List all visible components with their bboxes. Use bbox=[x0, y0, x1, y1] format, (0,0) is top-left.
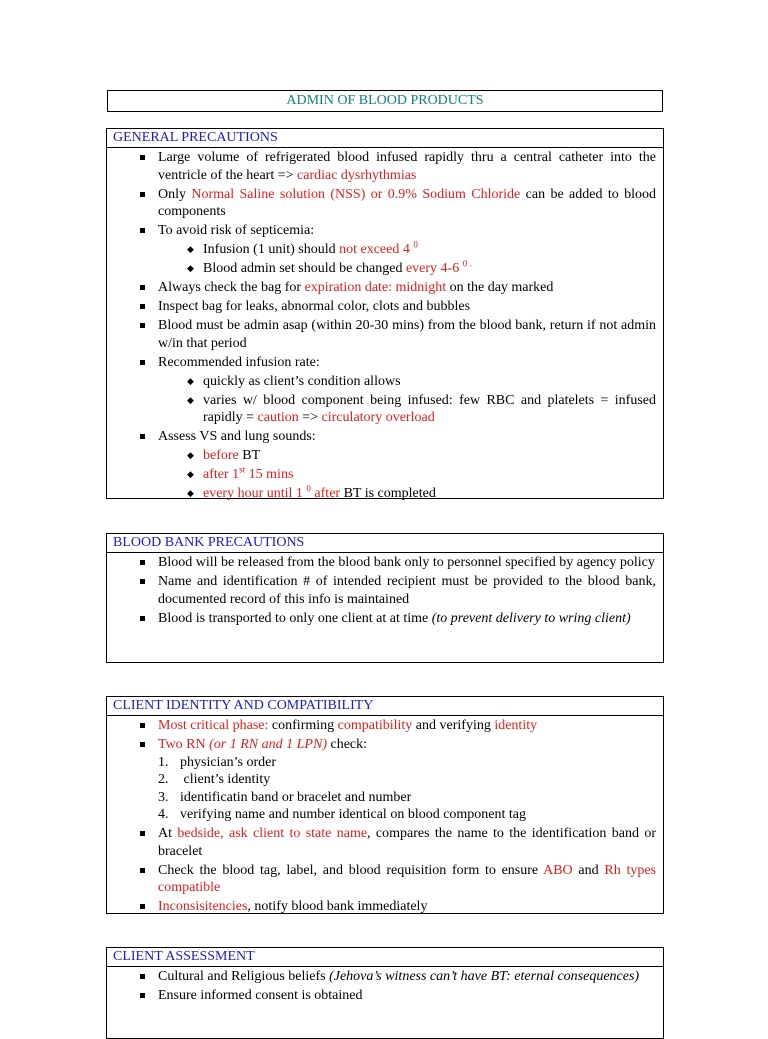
list-item: Check the blood tag, label, and blood requisition form to ensure ABO and Rh types compatible bbox=[107, 862, 656, 897]
list-item: Cultural and Religious beliefs (Jehova’s witness can’t have BT: eternal consequences) bbox=[107, 968, 656, 986]
diamond-bullet-icon: ◆ bbox=[187, 244, 194, 254]
sub-list-item: ◆ every hour until 1 $^0$ after BT is completed bbox=[187, 483, 436, 501]
client-identity-section bbox=[106, 696, 664, 914]
list-item: Only Normal Saline solution (NSS) or 0.9% Sodium Chloride can be added to blood components bbox=[107, 186, 656, 221]
square-bullet-icon bbox=[140, 360, 145, 365]
list-item: Two RN (or 1 RN and 1 LPN) check: bbox=[107, 736, 656, 754]
sub-list-item: ◆ after 1st 15 mins bbox=[187, 464, 294, 482]
list-item: Assess VS and lung sounds: bbox=[107, 428, 656, 446]
list-item: Large volume of refrigerated blood infused rapidly thru a central catheter into the ventricle of the heart => cardiac dysrhythmias bbox=[107, 149, 656, 184]
list-item: At bedside, ask client to state name, compares the name to the identification band or bracelet bbox=[107, 825, 656, 860]
square-bullet-icon bbox=[140, 192, 145, 197]
list-item: Recommended infusion rate: bbox=[107, 354, 656, 372]
document-title: ADMIN OF BLOOD PRODUCTS bbox=[107, 90, 663, 112]
square-bullet-icon bbox=[140, 579, 145, 584]
square-bullet-icon bbox=[140, 974, 145, 979]
square-bullet-icon bbox=[140, 904, 145, 909]
square-bullet-icon bbox=[140, 304, 145, 309]
square-bullet-icon bbox=[140, 323, 145, 328]
client-assessment-section bbox=[106, 947, 664, 1039]
list-item: Inconsisitencies, notify blood bank immediately bbox=[107, 898, 656, 916]
sub-list-item: ◆ quickly as client’s condition allows bbox=[187, 373, 401, 389]
square-bullet-icon bbox=[140, 868, 145, 873]
diamond-bullet-icon: ◆ bbox=[187, 394, 194, 405]
section-heading: GENERAL PRECAUTIONS bbox=[107, 129, 663, 148]
numbered-item: 4. verifying name and number identical on blood component tag bbox=[158, 807, 527, 822]
square-bullet-icon bbox=[140, 993, 145, 998]
section-heading: CLIENT ASSESSMENT bbox=[107, 948, 663, 967]
sub-list-item: ◆ Infusion (1 unit) should not exceed 4 $^0$ bbox=[187, 239, 418, 257]
list-item: Always check the bag for expiration date: midnight on the day marked bbox=[107, 279, 656, 297]
sub-list-item: ◆ varies w/ blood component being infused: few RBC and platelets = infused rapidly = caution => circulatory overload bbox=[187, 392, 656, 425]
section-heading: BLOOD BANK PRECAUTIONS bbox=[107, 534, 663, 553]
numbered-item: 2. client’s identity bbox=[158, 772, 271, 787]
general-precautions-section bbox=[106, 128, 664, 499]
numbered-item: 1. physician’s order bbox=[158, 754, 277, 770]
diamond-bullet-icon: ◆ bbox=[187, 375, 194, 386]
list-item: Blood is transported to only one client at at time (to prevent delivery to wring client) bbox=[107, 610, 656, 628]
list-item: Name and identification # of intended recipient must be provided to the blood bank, documented record of this info is maintained bbox=[107, 573, 656, 608]
diamond-bullet-icon: ◆ bbox=[187, 263, 194, 273]
diamond-bullet-icon: ◆ bbox=[187, 469, 194, 479]
list-item: Ensure informed consent is obtained bbox=[107, 987, 656, 1005]
sub-list-item: ◆ Blood admin set should be changed every 4-6 $^{0 .}$ bbox=[187, 258, 472, 276]
diamond-bullet-icon: ◆ bbox=[187, 488, 194, 498]
square-bullet-icon bbox=[140, 616, 145, 621]
square-bullet-icon bbox=[140, 723, 145, 728]
list-item: Inspect bag for leaks, abnormal color, clots and bubbles bbox=[107, 298, 656, 316]
square-bullet-icon bbox=[140, 285, 145, 290]
square-bullet-icon bbox=[140, 228, 145, 233]
square-bullet-icon bbox=[140, 434, 145, 439]
sub-list-item: ◆ before BT bbox=[187, 448, 261, 463]
numbered-item: 3. identificatin band or bracelet and number bbox=[158, 789, 412, 805]
list-item: Blood will be released from the blood bank only to personnel specified by agency policy bbox=[107, 554, 656, 572]
square-bullet-icon bbox=[140, 155, 145, 160]
diamond-bullet-icon: ◆ bbox=[187, 450, 194, 460]
section-heading: CLIENT IDENTITY AND COMPATIBILITY bbox=[107, 697, 663, 716]
square-bullet-icon bbox=[140, 560, 145, 565]
list-item: Most critical phase: confirming compatibility and verifying identity bbox=[107, 717, 656, 735]
square-bullet-icon bbox=[140, 742, 145, 747]
square-bullet-icon bbox=[140, 831, 145, 836]
list-item: Blood must be admin asap (within 20-30 mins) from the blood bank, return if not admin w/in that period bbox=[107, 317, 656, 352]
list-item: To avoid risk of septicemia: bbox=[107, 222, 656, 240]
blood-bank-precautions-section bbox=[106, 533, 664, 663]
